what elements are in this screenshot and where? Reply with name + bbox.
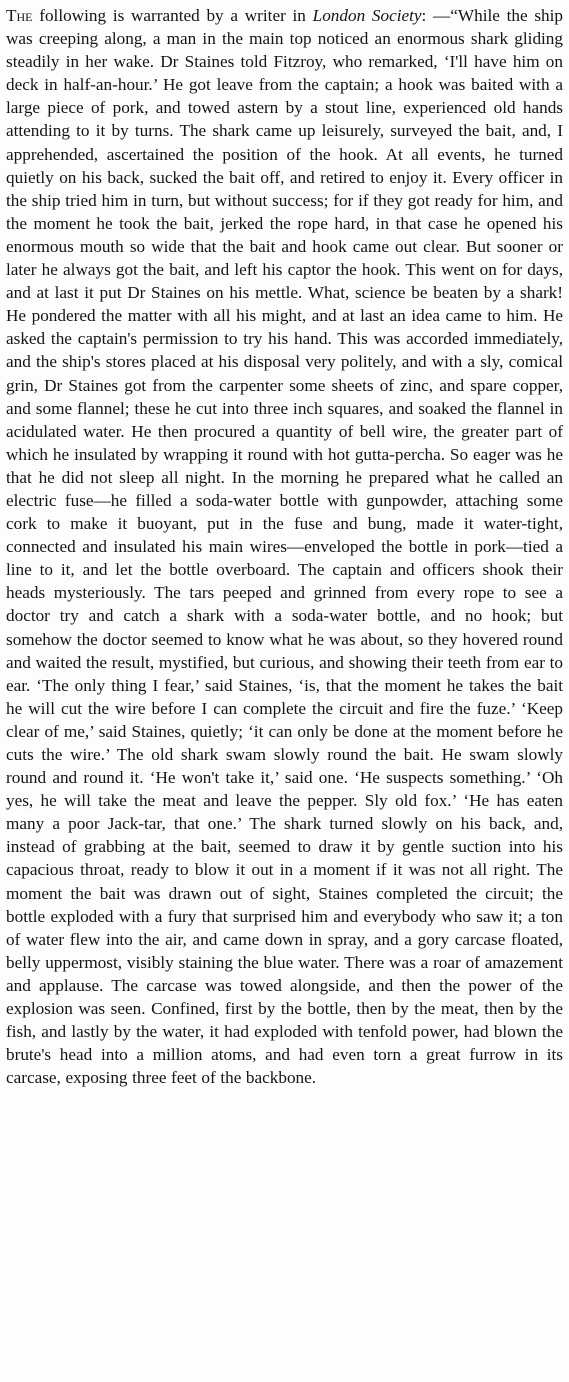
article-body: : —“While the ship was creeping along, a man in the main top noticed an enormous shark gliding steadily in her wake. Dr Staines told Fitzroy, who remarked, ‘I'll have him on deck in half-an-hour.’ He got leave from the captain; a hook was baited with a large piece of pork, and towed astern by a stout line, experienced old hands attending to it by turns. The shark came up leisurely, surveyed the bait, and, I apprehended, ascertained the position of the hook. At all events, he turned quietly on his back, sucked the bait off, and retired to enjoy it. Every officer in the ship tried him in turn, but without success; for if they got ready for him, and the moment he took the bait, jerked the rope hard, in that case he opened his enormous mouth so wide that the bait and hook came out clear. But sooner or later he always got the bait, and left his captor the hook. This went on for days, and at last it put Dr Staines on his mettle. What, science be beaten by a shark! He pondered the matter with all his might, and at last an idea came to him. He asked the captain's permission to try his hand. This was accorded immediately, and the ship's stores placed at his disposal very politely, and with a sly, comical grin, Dr Staines got from the carpenter some sheets of zinc, and spare copper, and some flannel; these he cut into three inch squares, and soaked the flannel in acidulated water. He then procured a quantity of bell wire, the greater part of which he insulated by wrapping it round with hot gutta-percha. So eager was he that he did not sleep all night. In the morning he prepared what he called an electric fuse—he filled a soda-water bottle with gunpowder, attaching some cork to make it buoyant, put in the fuse and bung, made it water-tight, connected and insulated his main wires—enveloped the bottle in pork—tied a line to it, and let the bottle overboard. The captain and officers shook their heads mysteriously. The tars peeped and grinned from every rope to see a doctor try and catch a shark with a soda-water bottle, and no hook; but somehow the doctor seemed to know what he was about, so they hovered round and waited the result, mystified, but curious, and showing their teeth from ear to ear. ‘The only thing I fear,’ said Staines, ‘is, that the moment he takes the bait he will cut the wire before I can complete the circuit and fire the fuze.’ ‘Keep clear of me,’ said Staines, quietly; ‘it can only be done at the moment before he cuts the wire.’ The old shark swam slowly round the bait. He swam slowly round and round it. ‘He won't take it,’ said one. ‘He suspects something.’ ‘Oh yes, he will take the meat and leave the pepper. Sly old fox.’ ‘He has eaten many a poor Jack-tar, that one.’ The shark turned slowly on his back, and, instead of grabbing at the bait, seemed to draw it by gentle suction into his capacious throat, ready to blow it out in a moment if it was not all right. The moment the bait was drawn out of sight, Staines completed the circuit; the bottle exploded with a fury that surprised him and everybody who saw it; a ton of water flew into the air, and came down in spray, and a gory carcase floated, belly uppermost, visibly staining the blue water. There was a roar of amazement and applause. The carcase was towed alongside, and then the power of the explosion was seen. Confined, first by the bottle, then by the meat, then by the fish, and lastly by the water, it had exploded with tenfold power, had blown the brute's head into a million atoms, and had even torn a great furrow in its carcase, exposing three feet of the backbone. bbox=[6, 6, 563, 1088]
lead-word: The bbox=[6, 6, 33, 25]
article-paragraph bbox=[6, 4, 563, 1089]
source-publication: London Society bbox=[312, 6, 422, 25]
intro-text: following is warranted by a writer in bbox=[32, 6, 313, 25]
